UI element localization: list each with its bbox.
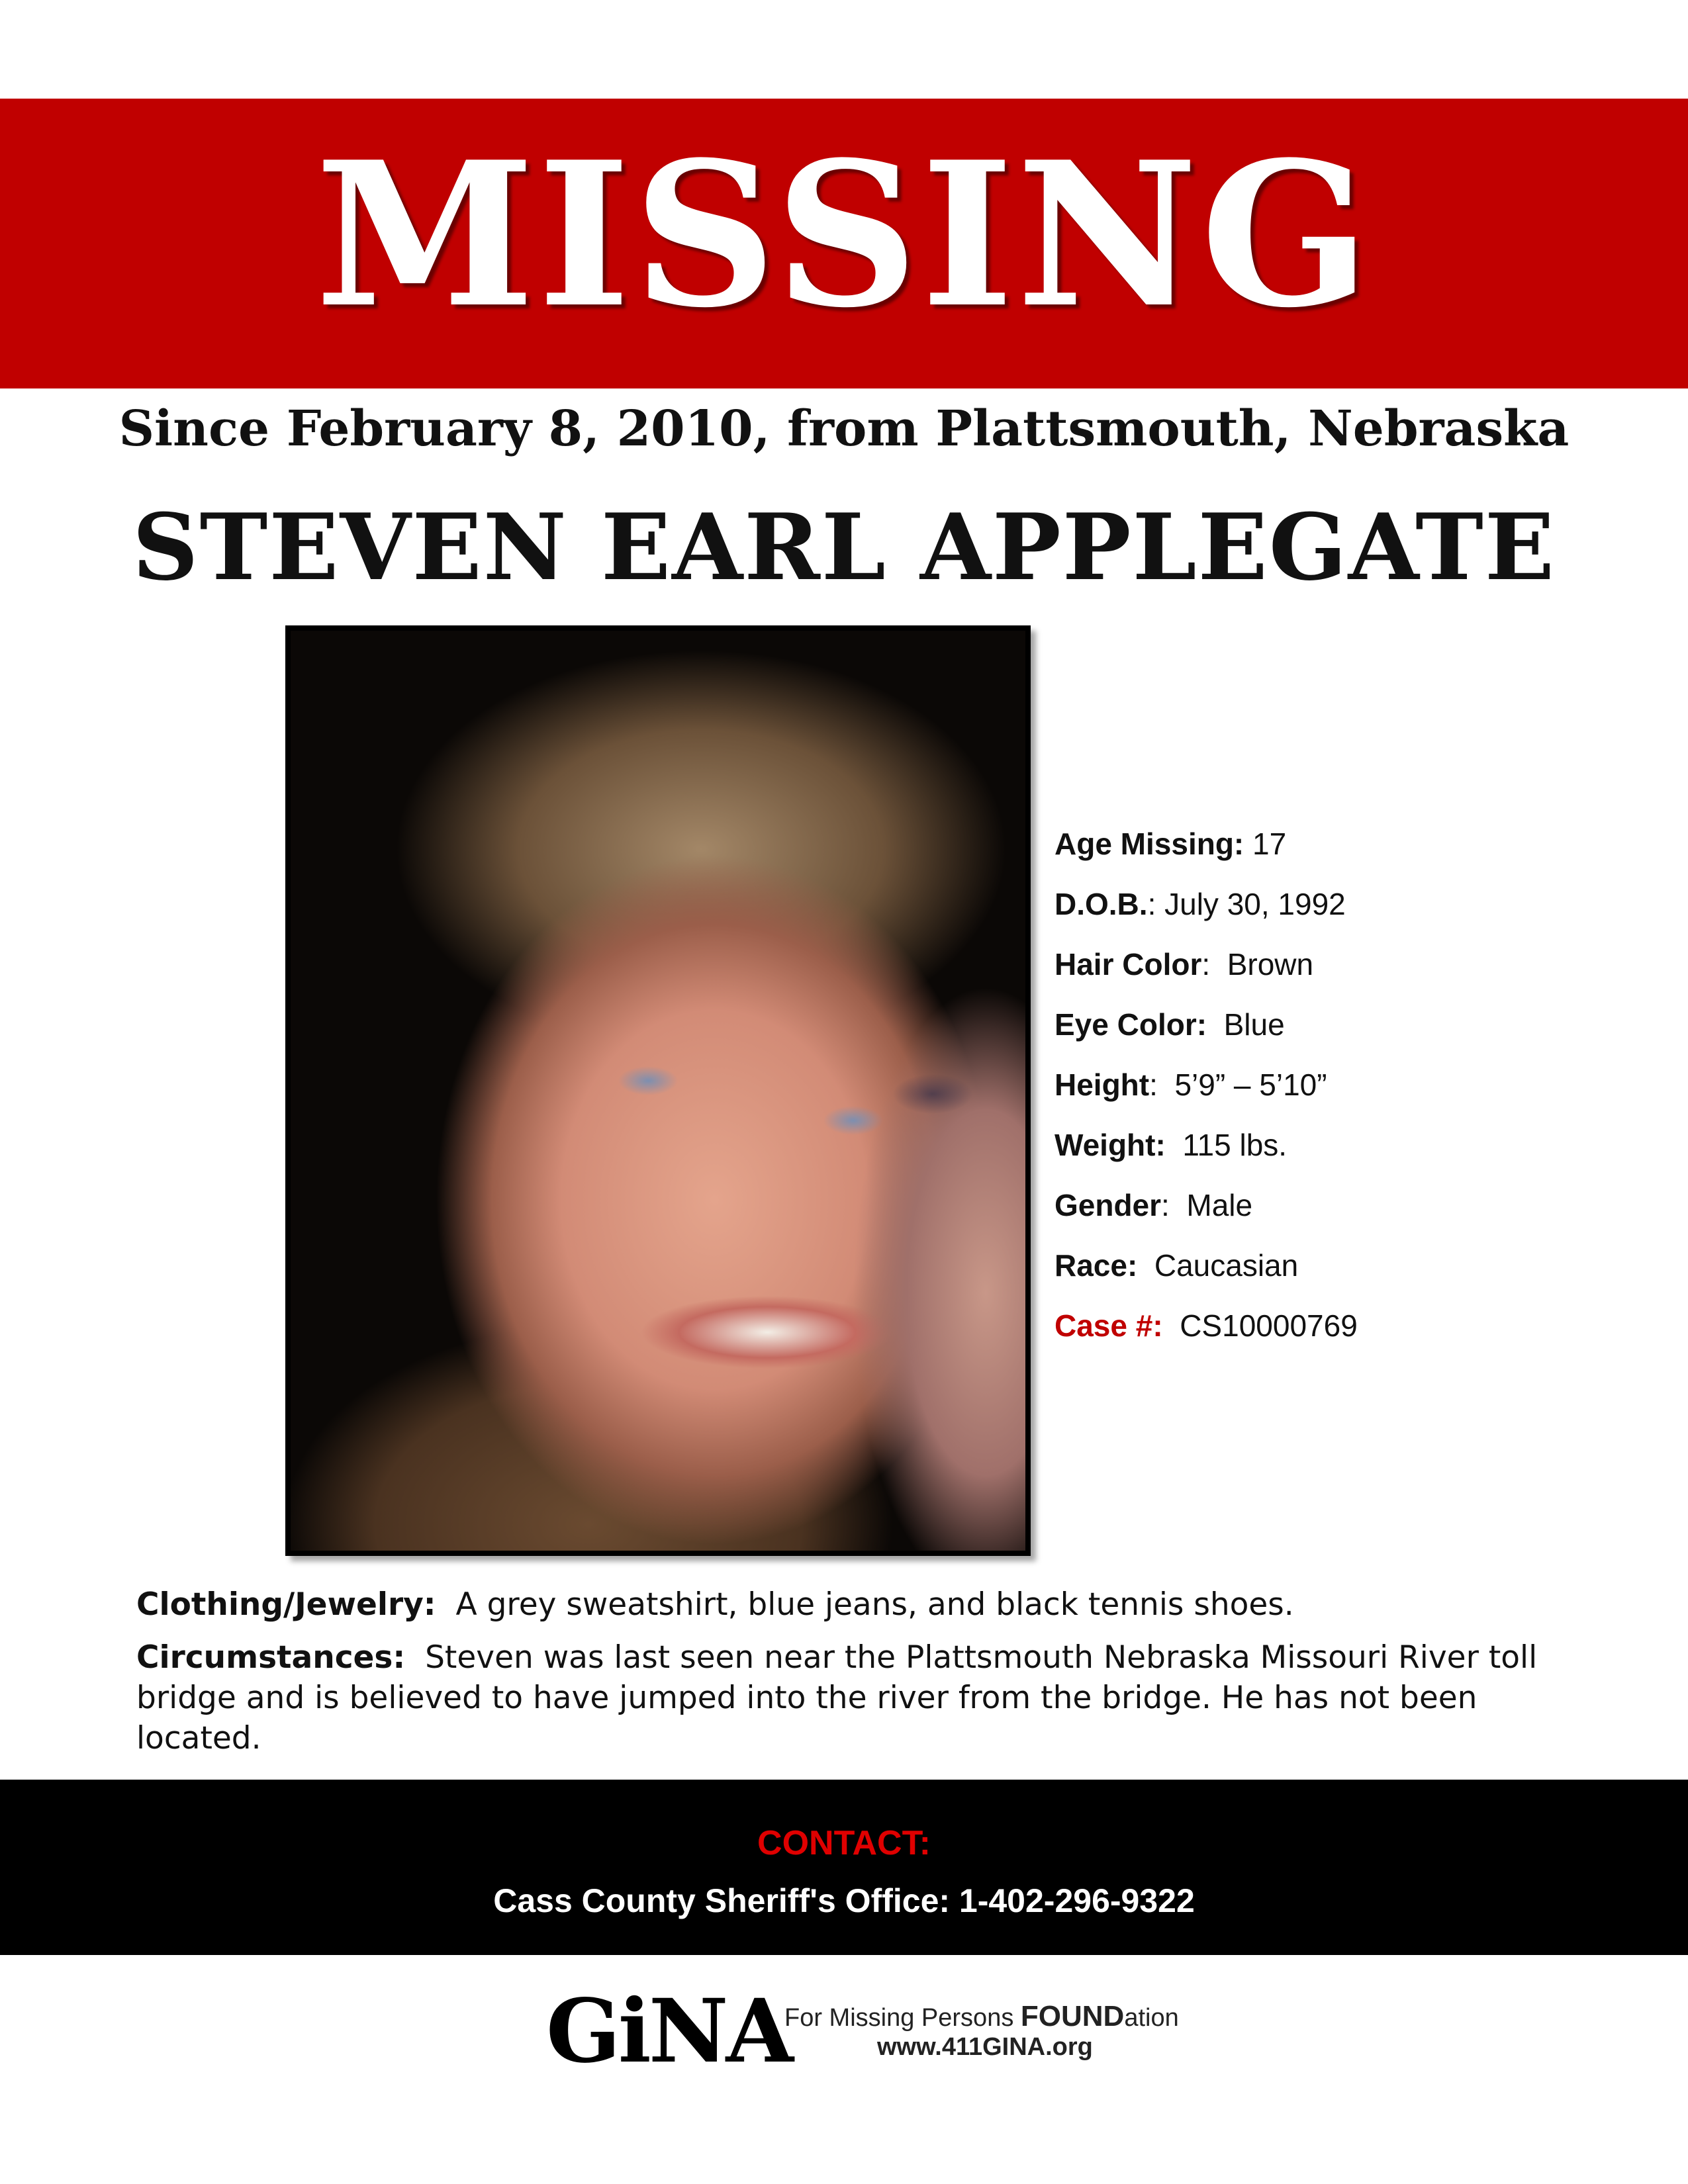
contact-phone[interactable]: Cass County Sheriff's Office: 1-402-296-9322: [493, 1882, 1195, 1919]
detail-value: 17: [1252, 827, 1287, 861]
tagline-text: For Missing Persons: [784, 2004, 1021, 2032]
detail-value: Blue: [1207, 1007, 1285, 1042]
clothing-label: Clothing/Jewelry:: [136, 1586, 436, 1623]
detail-hair: [1055, 946, 1313, 982]
tagline-bold: FOUND: [1020, 2000, 1125, 2032]
detail-race: [1055, 1248, 1298, 1283]
detail-case: [1055, 1308, 1358, 1343]
detail-value: CS10000769: [1162, 1308, 1358, 1343]
circumstances-section: [136, 1637, 1593, 1758]
detail-value: : Male: [1161, 1188, 1253, 1222]
clothing-text: A grey sweatshirt, blue jeans, and black tennis shoes.: [455, 1586, 1294, 1623]
detail-value: 115 lbs.: [1165, 1128, 1288, 1162]
circumstances-label: Circumstances:: [136, 1639, 406, 1676]
detail-age: [1055, 826, 1286, 862]
clothing-section: [136, 1584, 1593, 1625]
detail-value: : Brown: [1201, 947, 1314, 981]
circumstances-text: Steven was last seen near the Plattsmouth Nebraska Missouri River toll bridge and is believed to have jumped into the river from the bridge. He has not been located.: [136, 1639, 1538, 1756]
detail-label: Hair Color: [1055, 947, 1202, 981]
detail-label: Eye Color:: [1055, 1007, 1207, 1042]
logo-tagline: [784, 2000, 1179, 2033]
contact-band: [0, 1780, 1688, 1955]
person-photo: [285, 625, 1031, 1556]
person-name: STEVEN EARL APPLEGATE: [132, 493, 1556, 601]
detail-gender: [1055, 1187, 1252, 1223]
detail-value: Caucasian: [1137, 1248, 1299, 1283]
detail-label: Case #:: [1055, 1308, 1163, 1343]
tagline-suffix: ation: [1124, 2004, 1179, 2032]
detail-eye: [1055, 1007, 1285, 1042]
contact-label: CONTACT:: [757, 1824, 931, 1862]
missing-title: MISSING: [315, 118, 1373, 351]
missing-since: Since February 8, 2010, from Plattsmouth, Nebraska: [118, 400, 1570, 457]
detail-value: : July 30, 1992: [1147, 887, 1346, 921]
detail-weight: [1055, 1127, 1287, 1163]
detail-dob: [1055, 886, 1346, 922]
detail-label: Height: [1055, 1068, 1150, 1102]
detail-height: [1055, 1067, 1327, 1103]
website-link[interactable]: www.411GINA.org: [877, 2033, 1093, 2061]
detail-label: Race:: [1055, 1248, 1138, 1283]
gina-logo: GiNA: [546, 1980, 791, 2083]
detail-label: Weight:: [1055, 1128, 1166, 1162]
detail-value: : 5’9” – 5’10”: [1149, 1068, 1327, 1102]
detail-label: D.O.B.: [1055, 887, 1148, 921]
detail-label: Age Missing:: [1055, 827, 1244, 861]
detail-label: Gender: [1055, 1188, 1162, 1222]
